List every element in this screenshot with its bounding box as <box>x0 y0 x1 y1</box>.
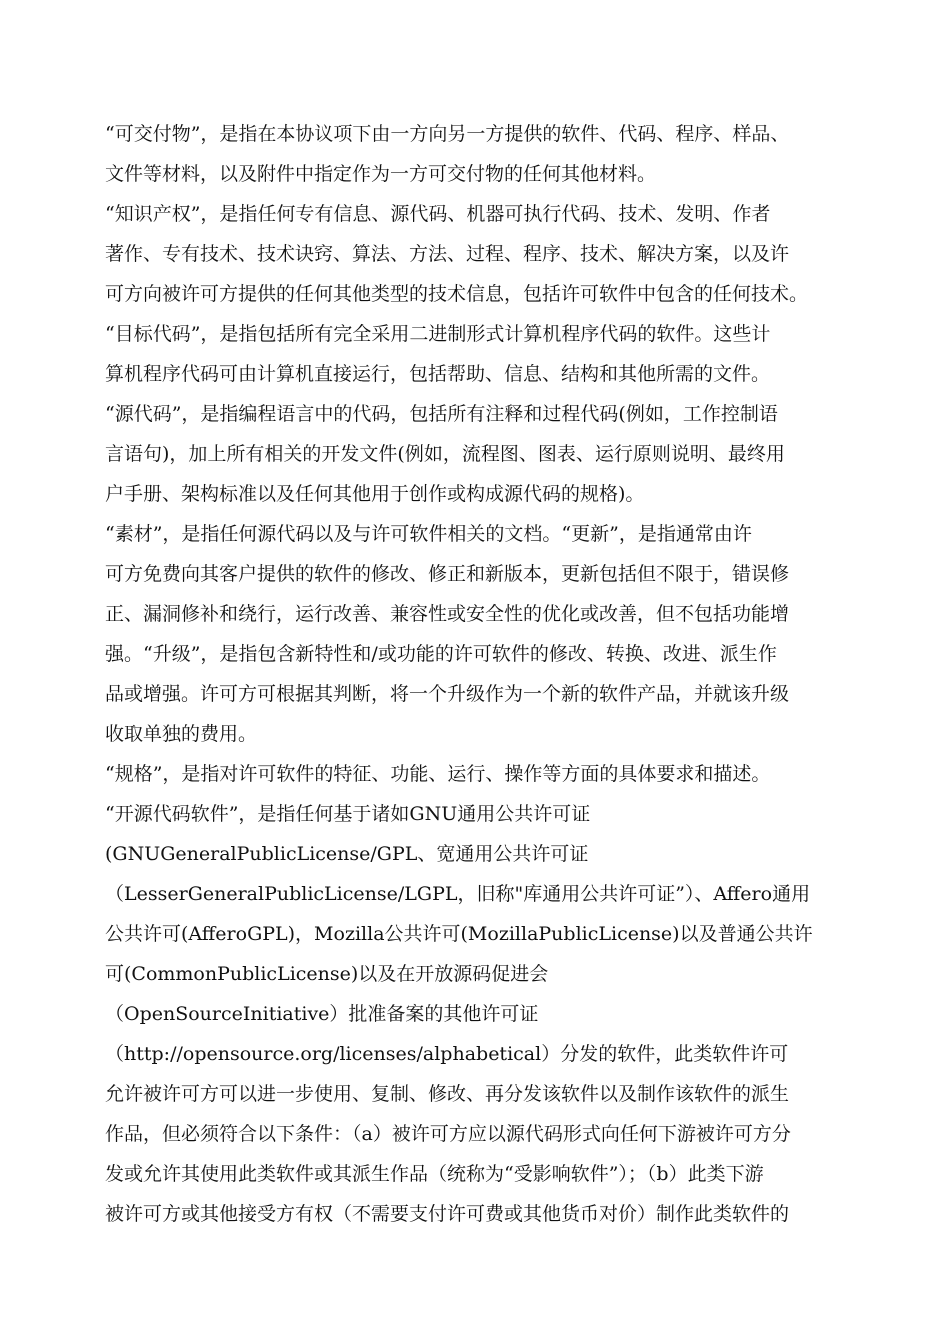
document-body <box>105 114 850 1234</box>
text-line: “可交付物”，是指在本协议项下由一方向另一方提供的软件、代码、程序、样品、 <box>105 123 790 145</box>
text-line: 文件等材料，以及附件中指定作为一方可交付物的任何其他材料。 <box>105 163 657 185</box>
text-line: 可方免费向其客户提供的软件的修改、修正和新版本，更新包括但不限于，错误修 <box>105 563 790 585</box>
text-line: （http://opensource.org/licenses/alphabetical）分发的软件，此类软件许可 <box>105 1043 789 1065</box>
text-line: “开源代码软件”，是指任何基于诸如GNU通用公共许可证 <box>105 803 591 825</box>
text-line: 公共许可(AfferoGPL)，Mozilla公共许可(MozillaPublicLicense)以及普通公共许 <box>105 923 813 945</box>
text-line: 品或增强。许可方可根据其判断，将一个升级作为一个新的软件产品，并就该升级 <box>105 683 790 705</box>
text-line: 正、漏洞修补和绕行，运行改善、兼容性或安全性的优化或改善，但不包括功能增 <box>105 603 790 625</box>
text-line: (GNUGeneralPublicLicense/GPL、宽通用公共许可证 <box>105 843 589 865</box>
text-line: 允许被许可方可以进一步使用、复制、修改、再分发该软件以及制作该软件的派生 <box>105 1083 790 1105</box>
text-line: “目标代码”，是指包括所有完全采用二进制形式计算机程序代码的软件。这些计 <box>105 323 771 345</box>
text-line: “源代码”，是指编程语言中的代码，包括所有注释和过程代码(例如，工作控制语 <box>105 403 778 425</box>
text-line: 可方向被许可方提供的任何其他类型的技术信息，包括许可软件中包含的任何技术。 <box>105 283 809 305</box>
text-line: （LesserGeneralPublicLicense/LGPL，旧称"库通用公共许可证”）、Affero通用 <box>105 883 811 905</box>
text-line: 户手册、架构标准以及任何其他用于创作或构成源代码的规格)。 <box>105 483 645 505</box>
text-line: 作品，但必须符合以下条件：（a）被许可方应以源代码形式向任何下游被许可方分 <box>105 1123 791 1145</box>
text-line: 收取单独的费用。 <box>105 723 258 745</box>
text-line: 著作、专有技术、技术诀窍、算法、方法、过程、程序、技术、解决方案，以及许 <box>105 243 790 265</box>
text-line: “知识产权”，是指任何专有信息、源代码、机器可执行代码、技术、发明、作者 <box>105 203 771 225</box>
text-line: 算机程序代码可由计算机直接运行，包括帮助、信息、结构和其他所需的文件。 <box>105 363 771 385</box>
text-line: “规格”，是指对许可软件的特征、功能、运行、操作等方面的具体要求和描述。 <box>105 763 771 785</box>
text-line: （OpenSourceInitiative）批准备案的其他许可证 <box>105 1003 539 1025</box>
text-line: 被许可方或其他接受方有权（不需要支付许可费或其他货币对价）制作此类软件的 <box>105 1203 790 1225</box>
text-line: “素材”，是指任何源代码以及与许可软件相关的文档。“更新”，是指通常由许 <box>105 523 752 545</box>
text-line: 发或允许其使用此类软件或其派生作品（统称为“受影响软件”）；（b）此类下游 <box>105 1163 764 1185</box>
text-line: 可(CommonPublicLicense)以及在开放源码促进会 <box>105 963 549 985</box>
text-line: 强。“升级”，是指包含新特性和/或功能的许可软件的修改、转换、改进、派生作 <box>105 643 777 665</box>
text-line: 言语句)，加上所有相关的开发文件(例如，流程图、图表、运行原则说明、最终用 <box>105 443 785 465</box>
